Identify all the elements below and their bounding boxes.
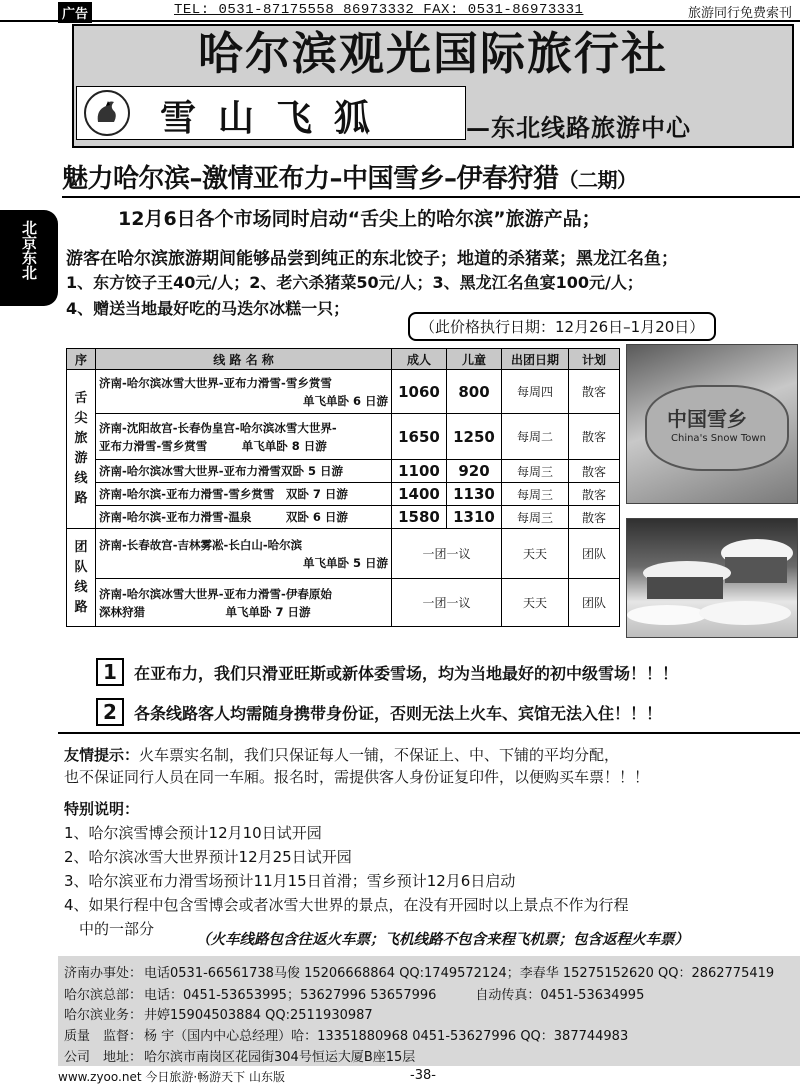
divider xyxy=(58,732,800,734)
ad-badge: 广告 xyxy=(58,2,92,23)
footer-text: 电话0531-66561738马俊 15206668864 QQ:1749572124；李春华 15275152620 QQ：2862775419 xyxy=(144,966,775,981)
footer-text: 哈尔滨市南岗区花园街304号恒运大厦B座15层 xyxy=(144,1050,416,1065)
route-name-line2: 深林狩猎 单飞单卧 7 日游 xyxy=(99,604,311,619)
route-name-line2: 单飞单卧 5 日游 xyxy=(302,555,388,570)
food-gift: 4、赠送当地最好吃的马迭尔冰糕一只； xyxy=(66,299,350,318)
table-row xyxy=(67,579,620,627)
footer-text: 电话：0451-53653995；53627996 53657996 自动传真：0451-53634995 xyxy=(144,988,645,1003)
footer-label: 哈尔滨总部： xyxy=(64,988,143,1003)
col-header-date: 出团日期 xyxy=(502,349,569,370)
route-name-line1: 济南-哈尔滨冰雪大世界-亚布力滑雪-伊春原始 xyxy=(99,586,332,601)
special-item: 3、哈尔滨亚布力滑雪场预计11月15日首滑；雪乡预计12月6日启动 xyxy=(64,872,516,890)
notice-number: 2 xyxy=(96,698,124,726)
footer-text: 杨 宇（国内中心总经理）哈：13351880968 0451-53627996 QQ：387744983 xyxy=(144,1029,629,1044)
agency-name: 哈尔滨观光国际旅行社 xyxy=(197,27,668,80)
snow-house-illustration xyxy=(627,519,797,637)
group-label-tongue: 舌尖旅游线路 xyxy=(67,370,96,529)
footer-row xyxy=(64,1025,628,1044)
col-header-seq: 序 xyxy=(67,349,96,370)
child-price: 920 xyxy=(447,460,502,483)
route-name xyxy=(96,414,392,460)
region-side-tab xyxy=(0,210,58,306)
special-item: 中的一部分 xyxy=(64,920,155,938)
rooster-logo-icon xyxy=(84,90,130,136)
package-note: （火车线路包含往返火车票；飞机线路不包含来程飞机票；包含返程火车票） xyxy=(196,932,689,948)
routes-table xyxy=(66,348,620,627)
notice-1 xyxy=(96,658,786,686)
footer-label: 公司 地址： xyxy=(64,1050,143,1065)
table-row xyxy=(67,483,620,506)
adult-price: 1400 xyxy=(392,483,447,506)
route-name xyxy=(96,370,392,414)
route-name-line1: 济南-长春故宫-吉林雾凇-长白山-哈尔滨 xyxy=(99,537,303,552)
table-row xyxy=(67,370,620,414)
food-intro: 游客在哈尔滨旅游期间能够品尝到纯正的东北饺子；地道的杀猪菜；黑龙江名鱼； xyxy=(66,249,678,269)
footer-text: 井婷15904503884 QQ:2511930987 xyxy=(144,1008,373,1023)
price-negotiable: 一团一议 xyxy=(392,529,502,579)
depart-date: 每周三 xyxy=(502,506,569,529)
publication-site: www.zyoo.net 今日旅游·畅游天下 山东版 xyxy=(58,1070,285,1084)
footer-row xyxy=(64,1046,415,1065)
col-header-adult: 成人 xyxy=(392,349,447,370)
adult-price: 1580 xyxy=(392,506,447,529)
special-label: 特别说明： xyxy=(64,800,140,818)
depart-date: 天天 xyxy=(502,529,569,579)
launch-statement: 12月6日各个市场同时启动“舌尖上的哈尔滨”旅游产品； xyxy=(118,208,601,230)
route-name-line2: 单飞单卧 6 日游 xyxy=(302,393,388,408)
footer-label: 济南办事处： xyxy=(64,966,143,981)
child-price: 1250 xyxy=(447,414,502,460)
depart-date: 每周三 xyxy=(502,483,569,506)
plan-type: 散客 xyxy=(569,370,620,414)
group-label-team: 团队线路 xyxy=(67,529,96,627)
region-side-tab-label: 北京东北 xyxy=(20,220,38,280)
tips-label: 友情提示： xyxy=(64,746,140,764)
tips-text-1: 火车票实名制，我们只保证每人一铺，不保证上、中、下铺的平均分配， xyxy=(139,746,620,764)
route-name xyxy=(96,529,392,579)
plan-type: 散客 xyxy=(569,414,620,460)
route-name: 济南-哈尔滨-亚布力滑雪-温泉 双卧 6 日游 xyxy=(96,506,392,529)
footer-row xyxy=(64,962,774,981)
special-item: 4、如果行程中包含雪博会或者冰雪大世界的景点，在没有开园时以上景点不作为行程 xyxy=(64,896,629,914)
adult-price: 1650 xyxy=(392,414,447,460)
route-name-line1: 济南-沈阳故宫-长春伪皇宫-哈尔滨冰雪大世界- xyxy=(99,420,337,435)
notice-text: 在亚布力，我们只滑亚旺斯或新体委雪场，均为当地最好的初中级雪场！！！ xyxy=(134,664,679,683)
route-name: 济南-哈尔滨-亚布力滑雪-雪乡赏雪 双卧 7 日游 xyxy=(96,483,392,506)
divider xyxy=(62,196,800,198)
snow-house-photo xyxy=(626,518,798,638)
adult-price: 1100 xyxy=(392,460,447,483)
food-prices: 1、东方饺子王40元/人；2、老六杀猪菜50元/人；3、黑龙江名鱼宴100元/人； xyxy=(66,273,643,292)
plan-type: 团队 xyxy=(569,529,620,579)
footer-label: 哈尔滨业务： xyxy=(64,1008,143,1023)
depart-date: 每周二 xyxy=(502,414,569,460)
table-row xyxy=(67,460,620,483)
plan-type: 散客 xyxy=(569,483,620,506)
depart-date: 每周四 xyxy=(502,370,569,414)
col-header-child: 儿童 xyxy=(447,349,502,370)
col-header-route: 线 路 名 称 xyxy=(96,349,392,370)
stone-text-en: China's Snow Town xyxy=(671,433,766,444)
depart-date: 每周三 xyxy=(502,460,569,483)
route-name xyxy=(96,579,392,627)
table-row xyxy=(67,506,620,529)
free-index-note: 旅游同行免费索刊 xyxy=(687,6,792,21)
special-item: 1、哈尔滨雪博会预计12月10日试开园 xyxy=(64,824,322,842)
promo-title-text: 魅力哈尔滨–激情亚布力–中国雪乡–伊春狩猎 xyxy=(62,164,559,194)
child-price: 800 xyxy=(447,370,502,414)
footer-row xyxy=(64,1004,373,1023)
route-name-line1: 济南-哈尔滨冰雪大世界-亚布力滑雪-雪乡赏雪 xyxy=(99,375,332,390)
footer-row xyxy=(64,984,644,1003)
notice-2 xyxy=(96,698,786,726)
notice-text: 各条线路客人均需随身携带身份证，否则无法上火车、宾馆无法入住！！！ xyxy=(134,704,663,723)
depart-date: 天天 xyxy=(502,579,569,627)
plan-type: 散客 xyxy=(569,460,620,483)
snow-town-stone-photo xyxy=(626,344,798,504)
friendly-tips xyxy=(64,744,794,788)
footer-label: 质量 监督： xyxy=(64,1029,143,1044)
line-center-name: —东北线路旅游中心 xyxy=(466,113,691,142)
brand-name: 雪山飞狐 xyxy=(160,97,393,139)
child-price: 1310 xyxy=(447,506,502,529)
child-price: 1130 xyxy=(447,483,502,506)
stone-text-cn: 中国雪乡 xyxy=(667,407,747,431)
table-row xyxy=(67,529,620,579)
tips-text-2: 也不保证同行人员在同一车厢。报名时，需提供客人身份证复印件，以便购买车票！！！ xyxy=(64,768,650,786)
special-item: 2、哈尔滨冰雪大世界预计12月25日试开园 xyxy=(64,848,352,866)
table-header-row xyxy=(67,349,620,370)
tel-fax: TEL: 0531-87175558 86973332 FAX: 0531-86973331 xyxy=(174,2,584,18)
adult-price: 1060 xyxy=(392,370,447,414)
route-name: 济南-哈尔滨冰雪大世界-亚布力滑雪双卧 5 日游 xyxy=(96,460,392,483)
page-number: -38- xyxy=(410,1068,436,1083)
table-row xyxy=(67,414,620,460)
price-validity: （此价格执行日期：12月26日–1月20日） xyxy=(408,312,716,341)
notice-number: 1 xyxy=(96,658,124,686)
plan-type: 散客 xyxy=(569,506,620,529)
col-header-plan: 计划 xyxy=(569,349,620,370)
route-name-line2: 亚布力滑雪-雪乡赏雪 单飞单卧 8 日游 xyxy=(99,438,327,453)
plan-type: 团队 xyxy=(569,579,620,627)
promo-title-phase: （二期） xyxy=(558,168,637,192)
promo-title xyxy=(62,158,637,195)
price-negotiable: 一团一议 xyxy=(392,579,502,627)
